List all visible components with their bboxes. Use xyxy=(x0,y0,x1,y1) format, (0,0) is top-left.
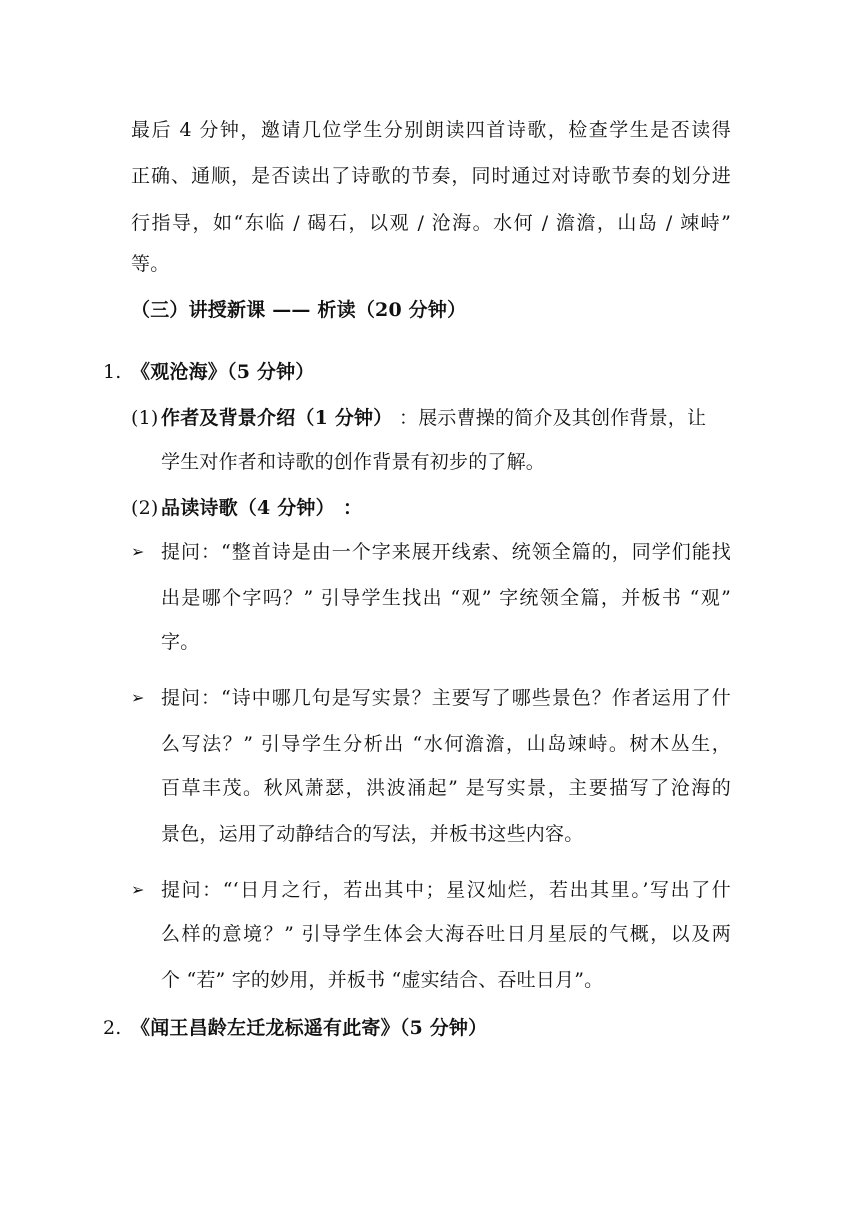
intro-line-3: 行指导，如“东临 / 碣石，以观 / 沧海。水何 / 澹澹，山岛 / 竦峙” xyxy=(131,212,731,234)
item-1-number: 1. xyxy=(103,361,122,383)
question-3-line-2: 么样的意境？” 引导学生体会大海吞吐日月星辰的气概，以及两 xyxy=(161,923,731,945)
question-2-line-2: 么写法？” 引导学生分析出 “水何澹澹，山岛竦峙。树木丛生， xyxy=(161,733,731,755)
item-2-number: 2. xyxy=(103,1017,122,1039)
bullet-arrow-icon: ➢ xyxy=(131,880,145,899)
bullet-arrow-icon: ➢ xyxy=(131,688,145,707)
question-2-line-4: 景色，运用了动静结合的写法，并板书这些内容。 xyxy=(161,823,584,845)
sub-1-title: 作者及背景介绍（1 分钟） xyxy=(161,407,393,429)
question-1-line-1: 提问：“整首诗是由一个字来展开线索、统领全篇的，同学们能找 xyxy=(161,541,731,563)
section-heading: （三）讲授新课 —— 析读（20 分钟） xyxy=(131,299,467,321)
question-2-line-3: 百草丰茂。秋风萧瑟，洪波涌起” 是写实景，主要描写了沧海的 xyxy=(161,777,731,799)
sub-2-title: 品读诗歌（4 分钟） xyxy=(161,497,335,519)
intro-line-4: 等。 xyxy=(131,253,170,275)
sub-2-colon: ： xyxy=(343,497,363,519)
bullet-arrow-icon: ➢ xyxy=(131,542,145,561)
sub-2-label: (2) xyxy=(131,497,159,519)
sub-1-text-line-2: 学生对作者和诗歌的创作背景有初步的了解。 xyxy=(161,451,546,473)
intro-line-2: 正确、通顺，是否读出了诗歌的节奏，同时通过对诗歌节奏的划分进 xyxy=(131,165,731,187)
question-3-line-1: 提问：“‘日月之行，若出其中；星汉灿烂，若出其里。’写出了什 xyxy=(161,879,731,901)
question-1-line-3: 字。 xyxy=(161,631,200,653)
item-2-title: 《闻王昌龄左迁龙标遥有此寄》（5 分钟） xyxy=(131,1017,488,1039)
intro-line-1: 最后 4 分钟，邀请几位学生分别朗读四首诗歌，检查学生是否读得 xyxy=(131,119,731,141)
question-2-line-1: 提问：“诗中哪几句是写实景？主要写了哪些景色？作者运用了什 xyxy=(161,687,731,709)
sub-1-label: (1) xyxy=(131,407,159,429)
sub-1-text-line-1: ：展示曹操的简介及其创作背景，让 xyxy=(399,407,707,429)
question-1-line-2: 出是哪个字吗？” 引导学生找出 “观” 字统领全篇，并板书 “观” xyxy=(161,587,731,609)
question-3-line-3: 个 “若” 字的妙用，并板书 “虚实结合、吞吐日月”。 xyxy=(161,969,604,991)
item-1-title: 《观沧海》（5 分钟） xyxy=(131,361,315,383)
